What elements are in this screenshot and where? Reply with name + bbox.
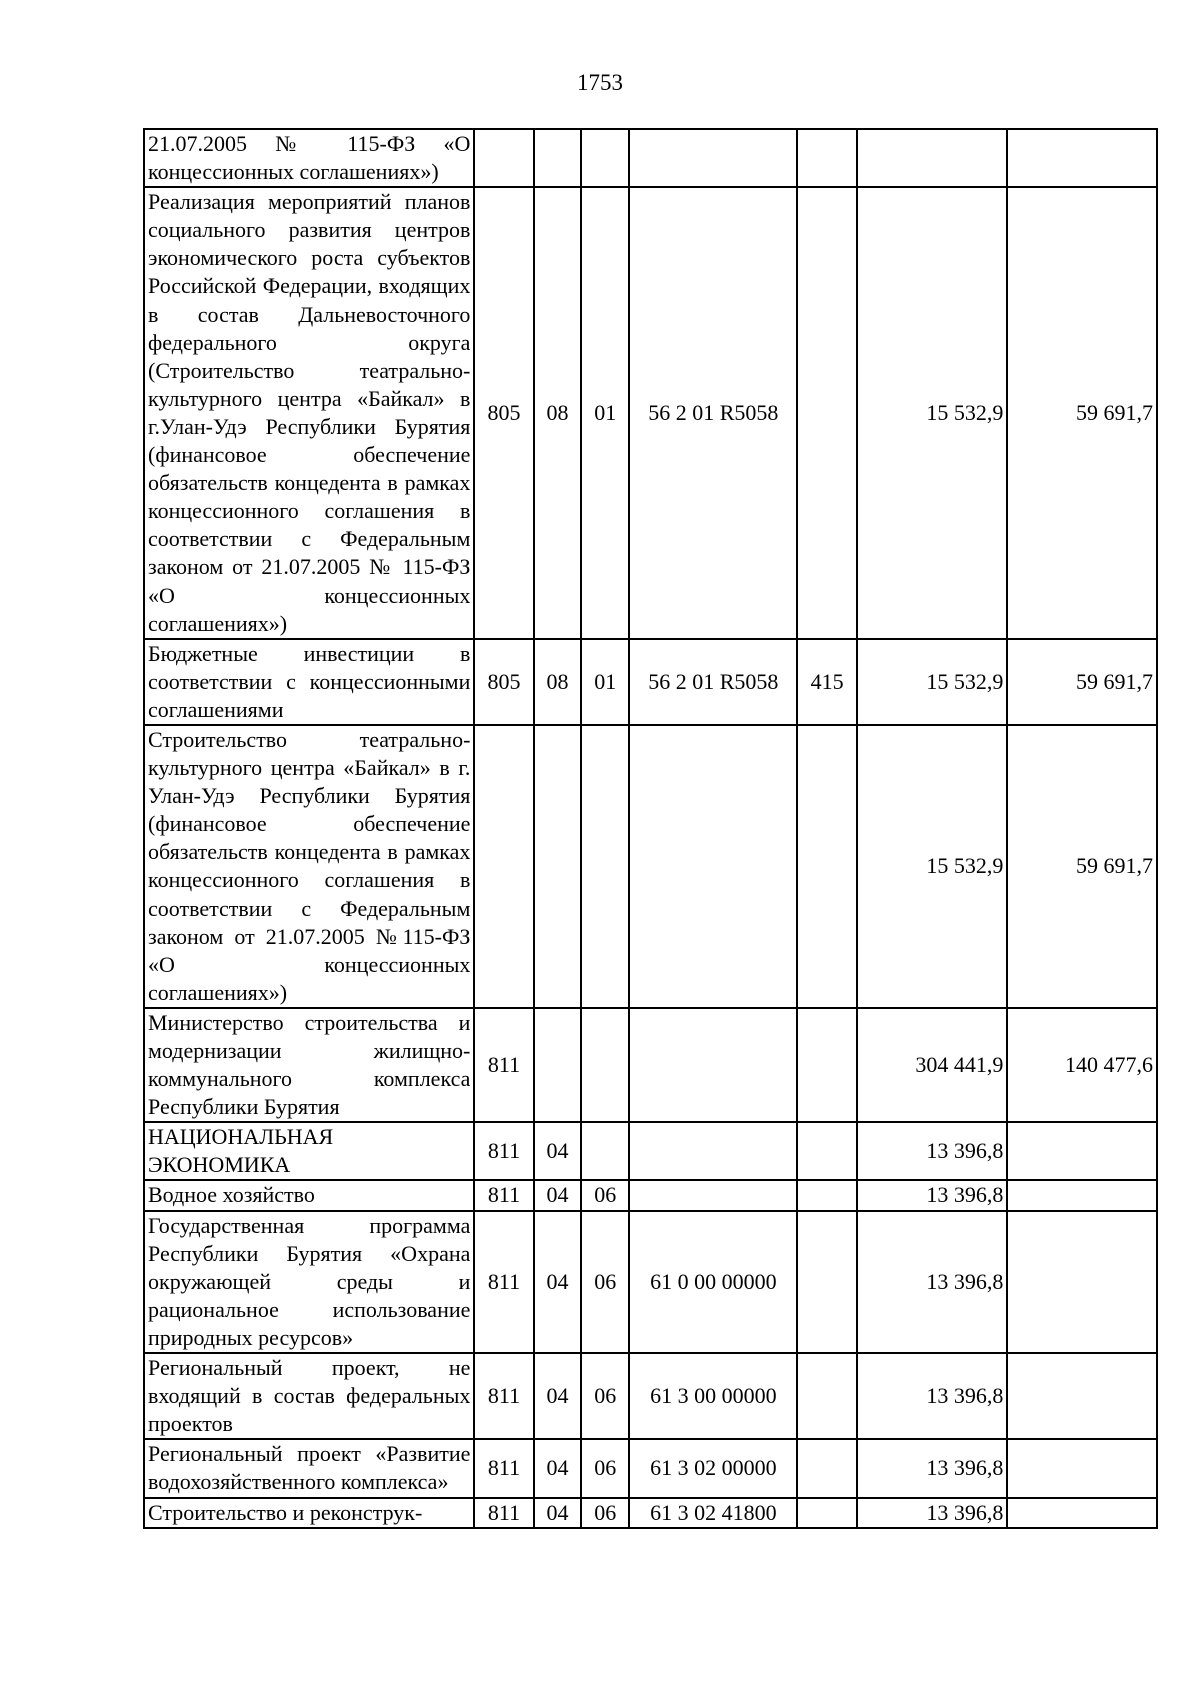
cell-sum1: 13 396,8 [857, 1498, 1008, 1528]
cell-sum2: 59 691,7 [1007, 725, 1157, 1008]
cell-vr [797, 1439, 856, 1497]
table-row [144, 1439, 1157, 1497]
row-name: Региональный проект, не входящий в состав федеральных проектов [144, 1353, 474, 1439]
cell-csr: 56 2 01 R5058 [629, 639, 797, 725]
cell-rz: 04 [534, 1122, 582, 1180]
table-row [144, 1180, 1157, 1210]
table-row [144, 129, 1157, 187]
cell-gr [474, 725, 533, 1008]
cell-pr: 01 [581, 187, 629, 639]
cell-pr: 06 [581, 1439, 629, 1497]
page-number: 1753 [577, 70, 623, 95]
cell-csr [629, 1122, 797, 1180]
cell-sum2: 59 691,7 [1007, 187, 1157, 639]
cell-rz [534, 1008, 582, 1122]
table-row [144, 1211, 1157, 1353]
cell-rz: 04 [534, 1353, 582, 1439]
cell-sum2 [1007, 1439, 1157, 1497]
cell-csr [629, 129, 797, 187]
row-name: НАЦИОНАЛЬНАЯ ЭКОНОМИКА [144, 1122, 474, 1180]
cell-sum1: 15 532,9 [857, 725, 1008, 1008]
cell-rz: 08 [534, 187, 582, 639]
cell-csr [629, 725, 797, 1008]
table-row [144, 187, 1157, 639]
cell-sum1: 13 396,8 [857, 1439, 1008, 1497]
cell-pr: 06 [581, 1498, 629, 1528]
cell-vr [797, 1008, 856, 1122]
cell-gr: 811 [474, 1498, 533, 1528]
cell-sum1: 13 396,8 [857, 1122, 1008, 1180]
cell-csr: 61 3 02 00000 [629, 1439, 797, 1497]
cell-csr: 61 3 00 00000 [629, 1353, 797, 1439]
cell-vr [797, 129, 856, 187]
row-name: Строительство и реконструк- [144, 1498, 474, 1528]
cell-sum2 [1007, 1122, 1157, 1180]
cell-rz [534, 725, 582, 1008]
cell-rz: 08 [534, 639, 582, 725]
cell-pr [581, 1008, 629, 1122]
cell-csr: 61 3 02 41800 [629, 1498, 797, 1528]
row-name: Бюджетные инвестиции в соответствии с концессионными соглашениями [144, 639, 474, 725]
row-name: Государственная программа Республики Бурятия «Охрана окружающей среды и рациональное использование природных ресурсов» [144, 1211, 474, 1353]
cell-sum1: 304 441,9 [857, 1008, 1008, 1122]
cell-gr: 805 [474, 187, 533, 639]
cell-vr [797, 1353, 856, 1439]
cell-gr: 811 [474, 1211, 533, 1353]
cell-sum2 [1007, 1353, 1157, 1439]
cell-sum1: 15 532,9 [857, 187, 1008, 639]
cell-sum1: 13 396,8 [857, 1353, 1008, 1439]
cell-sum2: 59 691,7 [1007, 639, 1157, 725]
cell-gr [474, 129, 533, 187]
cell-pr: 06 [581, 1353, 629, 1439]
table-row [144, 1498, 1157, 1528]
cell-csr: 56 2 01 R5058 [629, 187, 797, 639]
cell-vr [797, 1498, 856, 1528]
cell-sum2 [1007, 129, 1157, 187]
cell-gr: 805 [474, 639, 533, 725]
cell-vr [797, 1122, 856, 1180]
table-row [144, 639, 1157, 725]
cell-pr: 06 [581, 1211, 629, 1353]
row-name: Водное хозяйство [144, 1180, 474, 1210]
table-row [144, 725, 1157, 1008]
cell-pr: 06 [581, 1180, 629, 1210]
cell-pr [581, 725, 629, 1008]
cell-sum1: 13 396,8 [857, 1180, 1008, 1210]
cell-pr [581, 129, 629, 187]
cell-gr: 811 [474, 1122, 533, 1180]
cell-gr: 811 [474, 1008, 533, 1122]
cell-vr [797, 1211, 856, 1353]
cell-rz [534, 129, 582, 187]
cell-vr [797, 725, 856, 1008]
cell-gr: 811 [474, 1439, 533, 1497]
cell-csr [629, 1008, 797, 1122]
row-name: Министерство строительства и модернизации жилищно-коммунального комплекса Республики Бурятия [144, 1008, 474, 1122]
cell-sum2 [1007, 1211, 1157, 1353]
table-row [144, 1008, 1157, 1122]
cell-rz: 04 [534, 1498, 582, 1528]
cell-csr: 61 0 00 00000 [629, 1211, 797, 1353]
cell-rz: 04 [534, 1439, 582, 1497]
cell-pr [581, 1122, 629, 1180]
cell-rz: 04 [534, 1211, 582, 1353]
cell-sum2 [1007, 1498, 1157, 1528]
row-name: 21.07.2005 № 115-ФЗ «О концессионных соглашениях») [144, 129, 474, 187]
cell-vr [797, 187, 856, 639]
cell-csr [629, 1180, 797, 1210]
cell-sum1 [857, 129, 1008, 187]
cell-gr: 811 [474, 1353, 533, 1439]
cell-sum1: 15 532,9 [857, 639, 1008, 725]
cell-pr: 01 [581, 639, 629, 725]
cell-sum2 [1007, 1180, 1157, 1210]
table-row [144, 1353, 1157, 1439]
cell-rz: 04 [534, 1180, 582, 1210]
cell-vr [797, 1180, 856, 1210]
table-row [144, 1122, 1157, 1180]
cell-sum1: 13 396,8 [857, 1211, 1008, 1353]
budget-table [143, 128, 1158, 1529]
row-name: Строительство театрально-культурного центра «Байкал» в г. Улан-Удэ Республики Бурятия (финансовое обеспечение обязательств концедента в рамках концессионного соглашения в соответствии с Федеральным законом от 21.07.2005 №115-ФЗ «О концессионных соглашениях») [144, 725, 474, 1008]
cell-sum2: 140 477,6 [1007, 1008, 1157, 1122]
row-name: Реализация мероприятий планов социального развития центров экономического роста субъектов Российской Федерации, входящих в состав Дальневосточного федерального округа (Строительство театрально-культурного центра «Байкал» в г.Улан-Удэ Республики Бурятия (финансовое обеспечение обязательств концедента в рамках концессионного соглашения в соответствии с Федеральным законом от 21.07.2005 № 115-ФЗ «О концессионных соглашениях») [144, 187, 474, 639]
cell-vr: 415 [797, 639, 856, 725]
cell-gr: 811 [474, 1180, 533, 1210]
row-name: Региональный проект «Развитие водохозяйственного комплекса» [144, 1439, 474, 1497]
